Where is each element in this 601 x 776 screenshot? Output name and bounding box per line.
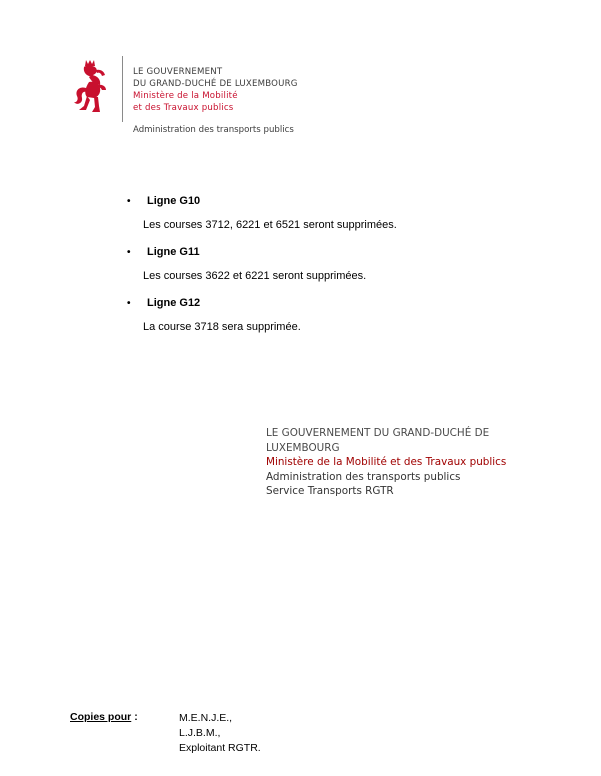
list-item (127, 193, 547, 235)
line-description: La course 3718 sera supprimée. (143, 321, 301, 333)
list-item (127, 295, 547, 337)
line-description: Les courses 3712, 6221 et 6521 seront supprimées. (143, 219, 397, 231)
header-ministry-line1: Ministère de la Mobilité (133, 91, 238, 101)
line-title: Ligne G12 (147, 297, 201, 309)
bullet-icon: • (127, 246, 131, 258)
copies-recipients (179, 711, 261, 756)
bullet-icon: • (127, 297, 131, 309)
signature-gov-line2: LUXEMBOURG (266, 441, 340, 454)
line-title: Ligne G11 (147, 246, 200, 258)
copies-label (70, 711, 138, 723)
header-ministry-line2: et des Travaux publics (133, 103, 234, 113)
recipient: Exploitant RGTR. (179, 742, 261, 754)
bus-lines-list (127, 193, 547, 337)
header-divider (122, 56, 123, 122)
signature-service: Service Transports RGTR (266, 485, 394, 497)
signature-block (266, 426, 526, 499)
line-title: Ligne G10 (147, 195, 201, 207)
header-organization (133, 66, 298, 114)
list-item (127, 244, 547, 286)
bullet-icon: • (127, 195, 131, 207)
line-description: Les courses 3622 et 6221 seront supprimées. (143, 270, 367, 282)
header-gov-line1: LE GOUVERNEMENT (133, 67, 223, 77)
recipient: M.E.N.J.E., (179, 712, 233, 724)
red-lion-icon (72, 58, 112, 116)
copies-separator: : (134, 711, 138, 723)
header-admin: Administration des transports publics (133, 125, 294, 135)
copies-label-text: Copies pour (70, 711, 132, 723)
signature-admin: Administration des transports publics (266, 470, 461, 483)
signature-gov-line1: LE GOUVERNEMENT DU GRAND-DUCHÉ DE (266, 427, 490, 439)
recipient: L.J.B.M., (179, 727, 221, 739)
header-gov-line2: DU GRAND-DUCHÉ DE LUXEMBOURG (133, 79, 298, 89)
signature-ministry: Ministère de la Mobilité et des Travaux publics (266, 456, 507, 468)
